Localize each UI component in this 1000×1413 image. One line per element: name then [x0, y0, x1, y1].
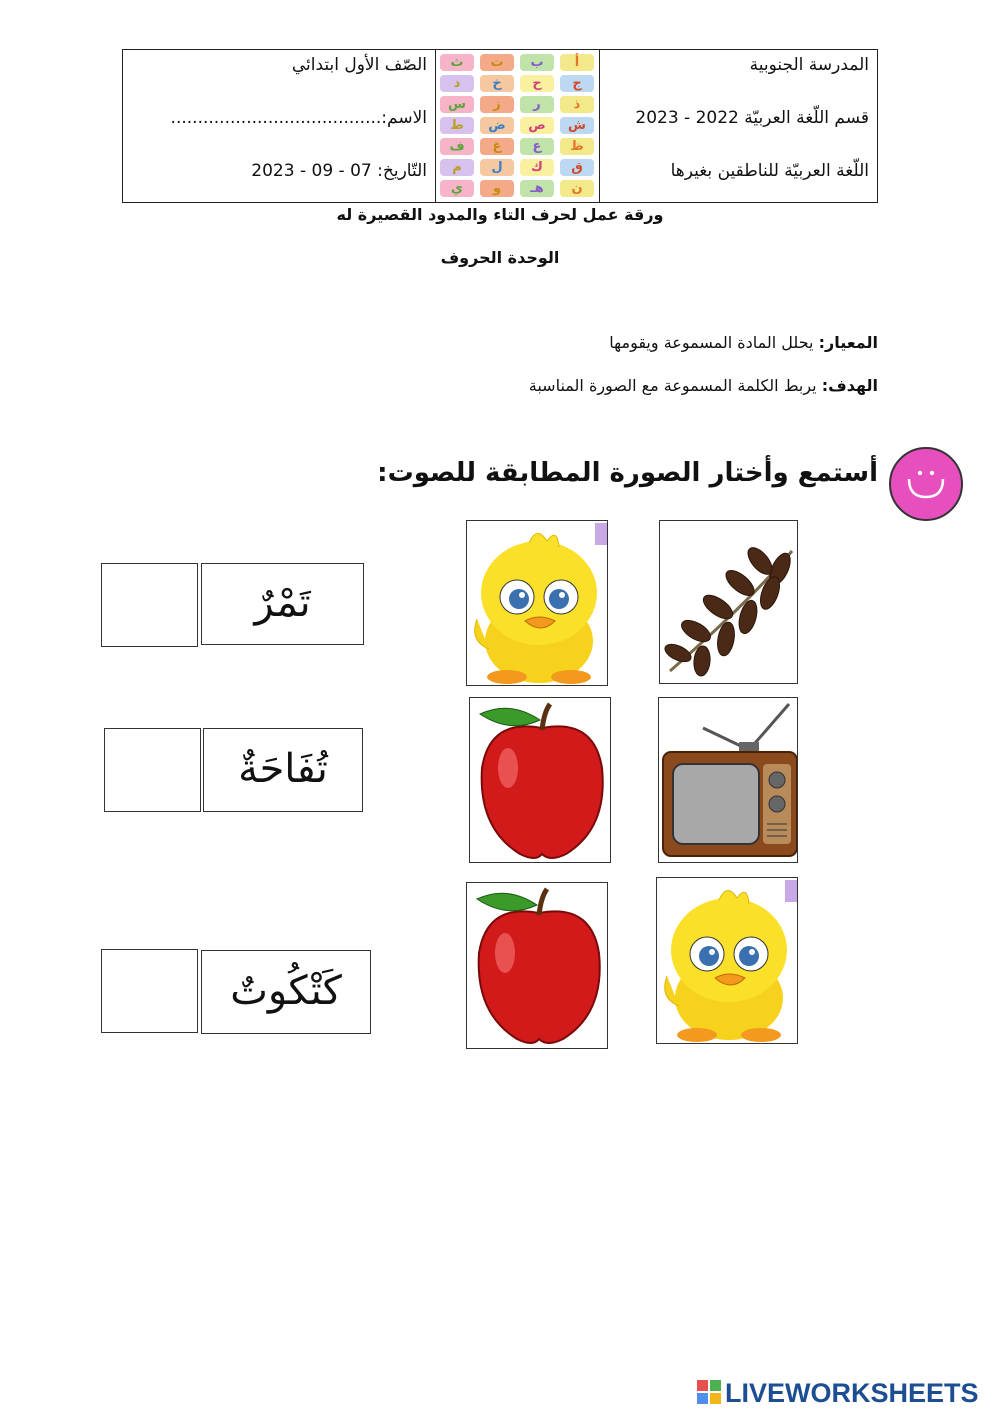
- alphabet-tile: ي: [440, 180, 474, 197]
- alphabet-tile: ر: [520, 96, 554, 113]
- alphabet-tile: ق: [560, 159, 594, 176]
- television-icon: [659, 698, 798, 863]
- alphabet-tile: د: [440, 75, 474, 92]
- answer-drop-box[interactable]: [104, 728, 201, 812]
- alphabet-tile: ش: [560, 117, 594, 134]
- header-table: [122, 49, 878, 203]
- alphabet-tile: س: [440, 96, 474, 113]
- alphabet-tile: ث: [440, 54, 474, 71]
- letter-ta-icon: [891, 449, 961, 519]
- option-apple-image[interactable]: [469, 697, 611, 863]
- date-label: التّاريخ: 07 - 09 - 2023: [251, 161, 427, 181]
- brand-text: LIVEWORKSHEETS: [725, 1378, 979, 1408]
- goal-text: يربط الكلمة المسموعة مع الصورة المناسبة: [528, 376, 822, 395]
- alphabet-tile: ط: [440, 117, 474, 134]
- alphabet-tile: ل: [480, 159, 514, 176]
- standard-label: المعيار:: [818, 333, 878, 352]
- alphabet-tile: خ: [480, 75, 514, 92]
- option-dates-image[interactable]: [659, 520, 798, 684]
- word-card: كَتْكُوتٌ: [201, 950, 371, 1034]
- student-name-field: الاسم:.......................................: [170, 108, 427, 128]
- liveworksheets-mark-icon: [697, 1380, 721, 1404]
- goal-line: [529, 376, 878, 395]
- exercise-instruction: أستمع وأختار الصورة المطابقة للصوت:: [377, 458, 878, 488]
- goal-label: الهدف:: [821, 376, 878, 395]
- alphabet-tile: ز: [480, 96, 514, 113]
- alphabet-tile: ص: [520, 117, 554, 134]
- chick-icon: [467, 521, 608, 686]
- standard-line: [609, 333, 878, 352]
- alphabet-tile: ذ: [560, 96, 594, 113]
- program-label: اللّغة العربيّة للناطقين بغيرها: [670, 161, 869, 181]
- answer-drop-box[interactable]: [101, 563, 198, 647]
- dates-branch-icon: [660, 521, 798, 684]
- department-label: قسم اللّغة العربيّة 2022 - 2023: [635, 108, 869, 128]
- alphabet-tile: هـ: [520, 180, 554, 197]
- chick-icon: [657, 878, 798, 1044]
- school-name: المدرسة الجنوبية: [749, 55, 869, 75]
- alphabet-tile: ب: [520, 54, 554, 71]
- standard-text: يحلل المادة المسموعة ويقومها: [609, 333, 819, 352]
- alphabet-tile: ف: [440, 138, 474, 155]
- header-right-column: [600, 50, 877, 202]
- word-card: تَمْرٌ: [201, 563, 364, 645]
- alphabet-tile: ك: [520, 159, 554, 176]
- alphabet-tile: ج: [560, 75, 594, 92]
- alphabet-tile: غ: [480, 138, 514, 155]
- alphabet-tile: ظ: [560, 138, 594, 155]
- liveworksheets-logo: [697, 1378, 979, 1408]
- alphabet-tile: و: [480, 180, 514, 197]
- option-apple-image[interactable]: [466, 882, 608, 1049]
- alphabet-tile: ض: [480, 117, 514, 134]
- word-card: تُفَاحَةٌ: [203, 728, 363, 812]
- alphabet-tile: ن: [560, 180, 594, 197]
- alphabet-tile: ح: [520, 75, 554, 92]
- alphabet-tile: ع: [520, 138, 554, 155]
- option-chick-image[interactable]: [656, 877, 798, 1044]
- option-television-image[interactable]: [658, 697, 798, 863]
- alphabet-chart: [435, 50, 600, 202]
- alphabet-tile: م: [440, 159, 474, 176]
- option-chick-image[interactable]: [466, 520, 608, 686]
- apple-icon: [467, 883, 608, 1049]
- worksheet-title: ورقة عمل لحرف التاء والمدود القصيرة له: [336, 205, 664, 224]
- header-left-column: [123, 50, 435, 202]
- unit-title: الوحدة الحروف: [440, 248, 560, 267]
- alphabet-tile: أ: [560, 54, 594, 71]
- answer-drop-box[interactable]: [101, 949, 198, 1033]
- alphabet-tile: ت: [480, 54, 514, 71]
- grade-label: الصّف الأول ابتدائي: [291, 55, 427, 75]
- apple-icon: [470, 698, 611, 863]
- audio-play-button[interactable]: [889, 447, 963, 521]
